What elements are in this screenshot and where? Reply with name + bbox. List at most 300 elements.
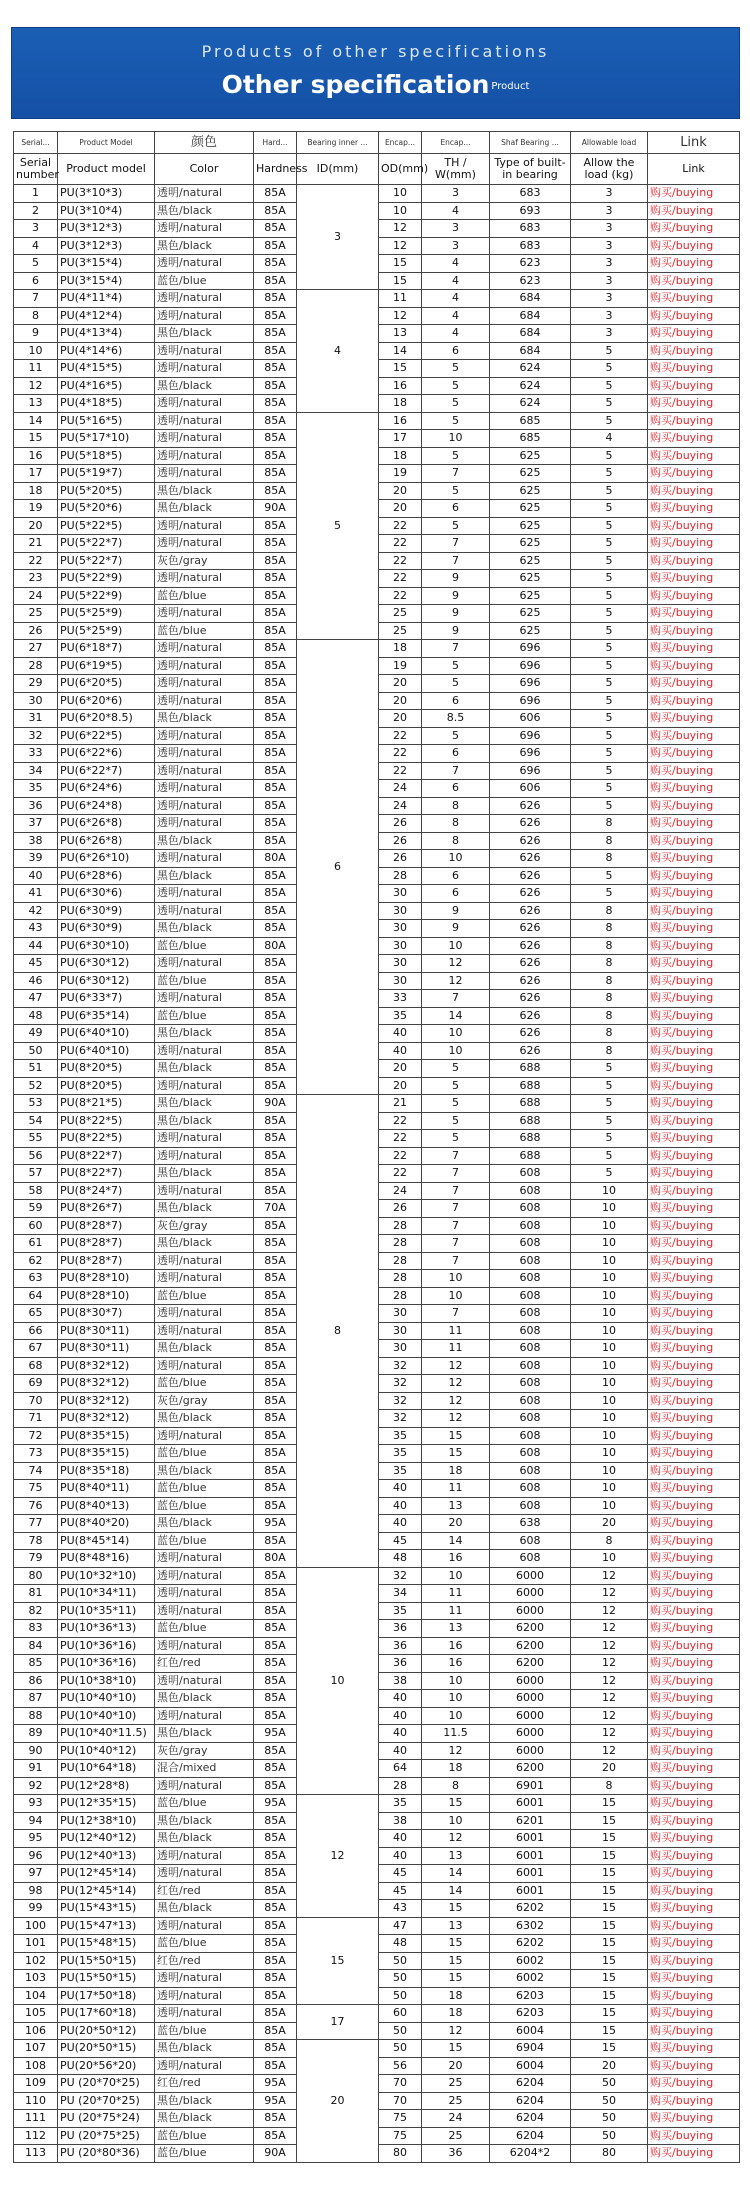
buy-link[interactable]: 购买/buying bbox=[648, 1655, 740, 1673]
serial-number-cell: 23 bbox=[14, 570, 58, 588]
product-model-cell: PU(6*30*6) bbox=[58, 885, 155, 903]
buy-link[interactable]: 购买/buying bbox=[648, 885, 740, 903]
buy-link[interactable]: 购买/buying bbox=[648, 902, 740, 920]
outer-diameter-cell: 18 bbox=[379, 640, 422, 658]
serial-number-cell: 76 bbox=[14, 1497, 58, 1515]
buy-link[interactable]: 购买/buying bbox=[648, 1865, 740, 1883]
bearing-type-cell: 696 bbox=[490, 762, 571, 780]
buy-link[interactable]: 购买/buying bbox=[648, 1742, 740, 1760]
buy-link[interactable]: 购买/buying bbox=[648, 1795, 740, 1813]
buy-link[interactable]: 购买/buying bbox=[648, 1515, 740, 1533]
product-model-cell: PU(8*28*10) bbox=[58, 1287, 155, 1305]
buy-link[interactable]: 购买/buying bbox=[648, 2040, 740, 2058]
serial-number-cell: 43 bbox=[14, 920, 58, 938]
load-cell: 5 bbox=[571, 727, 648, 745]
outer-diameter-cell: 18 bbox=[379, 447, 422, 465]
buy-link[interactable]: 购买/buying bbox=[648, 605, 740, 623]
buy-link[interactable]: 购买/buying bbox=[648, 2092, 740, 2110]
buy-link[interactable]: 购买/buying bbox=[648, 1550, 740, 1568]
buy-link[interactable]: 购买/buying bbox=[648, 220, 740, 238]
color-cell: 黑色/black bbox=[155, 2040, 254, 2058]
buy-link[interactable]: 购买/buying bbox=[648, 1095, 740, 1113]
bearing-type-cell: 6001 bbox=[490, 1830, 571, 1848]
thickness-cell: 8 bbox=[422, 1777, 490, 1795]
serial-number-cell: 50 bbox=[14, 1042, 58, 1060]
hardness-cell: 85A bbox=[254, 1480, 297, 1498]
load-cell: 5 bbox=[571, 640, 648, 658]
buy-link[interactable]: 购买/buying bbox=[648, 1130, 740, 1148]
product-model-cell: PU(8*40*11) bbox=[58, 1480, 155, 1498]
color-cell: 黑色/black bbox=[155, 1112, 254, 1130]
buy-link[interactable]: 购买/buying bbox=[648, 937, 740, 955]
serial-number-cell: 105 bbox=[14, 2005, 58, 2023]
buy-link[interactable]: 购买/buying bbox=[648, 1830, 740, 1848]
thickness-cell: 6 bbox=[422, 745, 490, 763]
load-cell: 15 bbox=[571, 1917, 648, 1935]
product-model-cell: PU(6*40*10) bbox=[58, 1025, 155, 1043]
buy-link[interactable]: 购买/buying bbox=[648, 535, 740, 553]
color-cell: 透明/natural bbox=[155, 465, 254, 483]
bearing-type-cell: 685 bbox=[490, 412, 571, 430]
serial-number-cell: 104 bbox=[14, 1987, 58, 2005]
hardness-cell: 85A bbox=[254, 552, 297, 570]
bearing-type-cell: 608 bbox=[490, 1340, 571, 1358]
color-cell: 透明/natural bbox=[155, 1252, 254, 1270]
product-model-cell: PU(8*32*12) bbox=[58, 1357, 155, 1375]
buy-link[interactable]: 购买/buying bbox=[648, 990, 740, 1008]
serial-number-cell: 100 bbox=[14, 1917, 58, 1935]
product-model-cell: PU(8*26*7) bbox=[58, 1200, 155, 1218]
hardness-cell: 85A bbox=[254, 2110, 297, 2128]
serial-number-cell: 6 bbox=[14, 272, 58, 290]
serial-number-cell: 51 bbox=[14, 1060, 58, 1078]
bearing-type-cell: 625 bbox=[490, 587, 571, 605]
product-model-cell: PU(20*50*12) bbox=[58, 2022, 155, 2040]
outer-diameter-cell: 28 bbox=[379, 867, 422, 885]
hardness-cell: 85A bbox=[254, 1987, 297, 2005]
buy-link[interactable]: 购买/buying bbox=[648, 1025, 740, 1043]
outer-diameter-cell: 28 bbox=[379, 1235, 422, 1253]
buy-link[interactable]: 购买/buying bbox=[648, 570, 740, 588]
buy-link[interactable]: 购买/buying bbox=[648, 1427, 740, 1445]
thickness-cell: 7 bbox=[422, 762, 490, 780]
color-cell: 蓝色/blue bbox=[155, 2127, 254, 2145]
bearing-type-cell: 625 bbox=[490, 482, 571, 500]
hardness-cell: 85A bbox=[254, 1147, 297, 1165]
buy-link[interactable]: 购买/buying bbox=[648, 692, 740, 710]
serial-number-cell: 89 bbox=[14, 1725, 58, 1743]
buy-link[interactable]: 购买/buying bbox=[648, 832, 740, 850]
serial-number-cell: 24 bbox=[14, 587, 58, 605]
outer-diameter-cell: 22 bbox=[379, 517, 422, 535]
outer-diameter-cell: 22 bbox=[379, 552, 422, 570]
buy-link[interactable]: 购买/buying bbox=[648, 1077, 740, 1095]
outer-diameter-cell: 50 bbox=[379, 1952, 422, 1970]
buy-link[interactable]: 购买/buying bbox=[648, 797, 740, 815]
color-cell: 透明/natural bbox=[155, 955, 254, 973]
load-cell: 80 bbox=[571, 2145, 648, 2163]
bearing-type-cell: 696 bbox=[490, 727, 571, 745]
buy-link[interactable]: 购买/buying bbox=[648, 1182, 740, 1200]
outer-diameter-cell: 28 bbox=[379, 1777, 422, 1795]
thickness-cell: 5 bbox=[422, 1130, 490, 1148]
bearing-type-cell: 608 bbox=[490, 1305, 571, 1323]
color-cell: 透明/natural bbox=[155, 1042, 254, 1060]
thickness-cell: 10 bbox=[422, 1567, 490, 1585]
serial-number-cell: 85 bbox=[14, 1655, 58, 1673]
color-cell: 透明/natural bbox=[155, 430, 254, 448]
buy-link[interactable]: 购买/buying bbox=[648, 1462, 740, 1480]
bearing-type-cell: 608 bbox=[490, 1165, 571, 1183]
buy-link[interactable]: 购买/buying bbox=[648, 1480, 740, 1498]
load-cell: 12 bbox=[571, 1690, 648, 1708]
serial-number-cell: 42 bbox=[14, 902, 58, 920]
load-cell: 20 bbox=[571, 1760, 648, 1778]
serial-number-cell: 98 bbox=[14, 1882, 58, 1900]
serial-number-cell: 21 bbox=[14, 535, 58, 553]
bearing-type-cell: 6203 bbox=[490, 2005, 571, 2023]
buy-link[interactable]: 购买/buying bbox=[648, 1340, 740, 1358]
buy-link[interactable]: 购买/buying bbox=[648, 1777, 740, 1795]
buy-link[interactable]: 购买/buying bbox=[648, 500, 740, 518]
thickness-cell: 12 bbox=[422, 1357, 490, 1375]
load-cell: 8 bbox=[571, 850, 648, 868]
header-cell: Type of built-in bearing bbox=[490, 154, 571, 185]
serial-number-cell: 95 bbox=[14, 1830, 58, 1848]
product-model-cell: PU(4*14*6) bbox=[58, 342, 155, 360]
thickness-cell: 13 bbox=[422, 1917, 490, 1935]
buy-link[interactable]: 购买/buying bbox=[648, 2075, 740, 2093]
thickness-cell: 25 bbox=[422, 2092, 490, 2110]
product-model-cell: PU(6*30*12) bbox=[58, 972, 155, 990]
hardness-cell: 85A bbox=[254, 657, 297, 675]
buy-link[interactable]: 购买/buying bbox=[648, 1725, 740, 1743]
thickness-cell: 16 bbox=[422, 1637, 490, 1655]
buy-link[interactable]: 购买/buying bbox=[648, 850, 740, 868]
buy-link[interactable]: 购买/buying bbox=[648, 675, 740, 693]
product-model-cell: PU(3*15*4) bbox=[58, 272, 155, 290]
thickness-cell: 13 bbox=[422, 1497, 490, 1515]
load-cell: 5 bbox=[571, 710, 648, 728]
outer-diameter-cell: 22 bbox=[379, 727, 422, 745]
buy-link[interactable]: 购买/buying bbox=[648, 1497, 740, 1515]
banner-title-text: Other specification bbox=[221, 70, 490, 99]
buy-link[interactable]: 购买/buying bbox=[648, 552, 740, 570]
bearing-type-cell: 626 bbox=[490, 937, 571, 955]
hardness-cell: 85A bbox=[254, 1252, 297, 1270]
serial-number-cell: 44 bbox=[14, 937, 58, 955]
outer-diameter-cell: 26 bbox=[379, 832, 422, 850]
bearing-type-cell: 6002 bbox=[490, 1970, 571, 1988]
buy-link[interactable]: 购买/buying bbox=[648, 1707, 740, 1725]
buy-link[interactable]: 购买/buying bbox=[648, 377, 740, 395]
buy-link[interactable]: 购买/buying bbox=[648, 1970, 740, 1988]
color-cell: 蓝色/blue bbox=[155, 1795, 254, 1813]
bearing-type-cell: 638 bbox=[490, 1515, 571, 1533]
buy-link[interactable]: 购买/buying bbox=[648, 360, 740, 378]
serial-number-cell: 16 bbox=[14, 447, 58, 465]
load-cell: 3 bbox=[571, 237, 648, 255]
serial-number-cell: 52 bbox=[14, 1077, 58, 1095]
buy-link[interactable]: 购买/buying bbox=[648, 1952, 740, 1970]
product-model-cell: PU(8*30*11) bbox=[58, 1322, 155, 1340]
buy-link[interactable]: 购买/buying bbox=[648, 255, 740, 273]
buy-link[interactable]: 购买/buying bbox=[648, 290, 740, 308]
buy-link[interactable]: 购买/buying bbox=[648, 482, 740, 500]
buy-link[interactable]: 购买/buying bbox=[648, 1252, 740, 1270]
serial-number-cell: 29 bbox=[14, 675, 58, 693]
buy-link[interactable]: 购买/buying bbox=[648, 1235, 740, 1253]
serial-number-cell: 65 bbox=[14, 1305, 58, 1323]
hardness-cell: 85A bbox=[254, 1812, 297, 1830]
hardness-cell: 85A bbox=[254, 1970, 297, 1988]
buy-link[interactable]: 购买/buying bbox=[648, 727, 740, 745]
buy-link[interactable]: 购买/buying bbox=[648, 1690, 740, 1708]
load-cell: 20 bbox=[571, 1515, 648, 1533]
bearing-type-cell: 6001 bbox=[490, 1847, 571, 1865]
bearing-type-cell: 6204 bbox=[490, 2075, 571, 2093]
serial-number-cell: 28 bbox=[14, 657, 58, 675]
bearing-type-cell: 626 bbox=[490, 902, 571, 920]
thickness-cell: 6 bbox=[422, 500, 490, 518]
serial-number-cell: 2 bbox=[14, 202, 58, 220]
buy-link[interactable]: 购买/buying bbox=[648, 1917, 740, 1935]
bearing-type-cell: 6004 bbox=[490, 2022, 571, 2040]
buy-link[interactable]: 购买/buying bbox=[648, 1602, 740, 1620]
buy-link[interactable]: 购买/buying bbox=[648, 762, 740, 780]
buy-link[interactable]: 购买/buying bbox=[648, 1147, 740, 1165]
color-cell: 透明/natural bbox=[155, 1847, 254, 1865]
serial-number-cell: 57 bbox=[14, 1165, 58, 1183]
outer-diameter-cell: 30 bbox=[379, 1305, 422, 1323]
product-model-cell: PU(15*47*13) bbox=[58, 1917, 155, 1935]
buy-link[interactable]: 购买/buying bbox=[648, 657, 740, 675]
serial-number-cell: 17 bbox=[14, 465, 58, 483]
buy-link[interactable]: 购买/buying bbox=[648, 1060, 740, 1078]
outer-diameter-cell: 32 bbox=[379, 1392, 422, 1410]
load-cell: 5 bbox=[571, 465, 648, 483]
buy-link[interactable]: 购买/buying bbox=[648, 1217, 740, 1235]
hardness-cell: 85A bbox=[254, 360, 297, 378]
buy-link[interactable]: 购买/buying bbox=[648, 2005, 740, 2023]
bearing-type-cell: 696 bbox=[490, 692, 571, 710]
color-cell: 黑色/black bbox=[155, 325, 254, 343]
buy-link[interactable]: 购买/buying bbox=[648, 1112, 740, 1130]
buy-link[interactable]: 购买/buying bbox=[648, 2127, 740, 2145]
outer-diameter-cell: 19 bbox=[379, 465, 422, 483]
load-cell: 5 bbox=[571, 692, 648, 710]
buy-link[interactable]: 购买/buying bbox=[648, 342, 740, 360]
product-model-cell: PU(10*38*10) bbox=[58, 1672, 155, 1690]
hardness-cell: 85A bbox=[254, 1917, 297, 1935]
thickness-cell: 18 bbox=[422, 1987, 490, 2005]
banner-title-tag: Product bbox=[491, 80, 530, 92]
buy-link[interactable]: 购买/buying bbox=[648, 587, 740, 605]
outer-diameter-cell: 28 bbox=[379, 1270, 422, 1288]
outer-diameter-cell: 30 bbox=[379, 920, 422, 938]
product-model-cell: PU (20*70*25) bbox=[58, 2092, 155, 2110]
buy-link[interactable]: 购买/buying bbox=[648, 1392, 740, 1410]
load-cell: 10 bbox=[571, 1217, 648, 1235]
bearing-type-cell: 6202 bbox=[490, 1900, 571, 1918]
buy-link[interactable]: 购买/buying bbox=[648, 237, 740, 255]
buy-link[interactable]: 购买/buying bbox=[648, 1305, 740, 1323]
product-model-cell: PU(8*40*20) bbox=[58, 1515, 155, 1533]
load-cell: 3 bbox=[571, 272, 648, 290]
buy-link[interactable]: 购买/buying bbox=[648, 1410, 740, 1428]
buy-link[interactable]: 购买/buying bbox=[648, 1847, 740, 1865]
buy-link[interactable]: 购买/buying bbox=[648, 202, 740, 220]
outer-diameter-cell: 26 bbox=[379, 1200, 422, 1218]
buy-link[interactable]: 购买/buying bbox=[648, 1375, 740, 1393]
thickness-cell: 13 bbox=[422, 1620, 490, 1638]
buy-link[interactable]: 购买/buying bbox=[648, 1672, 740, 1690]
serial-number-cell: 92 bbox=[14, 1777, 58, 1795]
load-cell: 5 bbox=[571, 1060, 648, 1078]
buy-link[interactable]: 购买/buying bbox=[648, 1900, 740, 1918]
buy-link[interactable]: 购买/buying bbox=[648, 710, 740, 728]
load-cell: 12 bbox=[571, 1707, 648, 1725]
buy-link[interactable]: 购买/buying bbox=[648, 517, 740, 535]
bearing-type-cell: 608 bbox=[490, 1322, 571, 1340]
load-cell: 12 bbox=[571, 1637, 648, 1655]
load-cell: 5 bbox=[571, 395, 648, 413]
outer-diameter-cell: 30 bbox=[379, 1340, 422, 1358]
product-model-cell: PU(10*40*10) bbox=[58, 1690, 155, 1708]
buy-link[interactable]: 购买/buying bbox=[648, 920, 740, 938]
buy-link[interactable]: 购买/buying bbox=[648, 1567, 740, 1585]
buy-link[interactable]: 购买/buying bbox=[648, 1270, 740, 1288]
header-cell: Hardness bbox=[254, 154, 297, 185]
color-cell: 透明/natural bbox=[155, 1305, 254, 1323]
header-cell: ID(mm) bbox=[297, 154, 379, 185]
color-cell: 透明/natural bbox=[155, 1427, 254, 1445]
product-model-cell: PU(4*13*4) bbox=[58, 325, 155, 343]
hardness-cell: 85A bbox=[254, 465, 297, 483]
outer-diameter-cell: 30 bbox=[379, 1322, 422, 1340]
buy-link[interactable]: 购买/buying bbox=[648, 745, 740, 763]
buy-link[interactable]: 购买/buying bbox=[648, 2110, 740, 2128]
buy-link[interactable]: 购买/buying bbox=[648, 1935, 740, 1953]
buy-link[interactable]: 购买/buying bbox=[648, 1760, 740, 1778]
buy-link[interactable]: 购买/buying bbox=[648, 780, 740, 798]
buy-link[interactable]: 购买/buying bbox=[648, 325, 740, 343]
buy-link[interactable]: 购买/buying bbox=[648, 1007, 740, 1025]
outer-diameter-cell: 22 bbox=[379, 762, 422, 780]
serial-number-cell: 63 bbox=[14, 1270, 58, 1288]
buy-link[interactable]: 购买/buying bbox=[648, 2057, 740, 2075]
buy-link[interactable]: 购买/buying bbox=[648, 412, 740, 430]
load-cell: 10 bbox=[571, 1235, 648, 1253]
thickness-cell: 14 bbox=[422, 1007, 490, 1025]
outer-diameter-cell: 40 bbox=[379, 1480, 422, 1498]
thickness-cell: 4 bbox=[422, 290, 490, 308]
buy-link[interactable]: 购买/buying bbox=[648, 430, 740, 448]
load-cell: 10 bbox=[571, 1445, 648, 1463]
buy-link[interactable]: 购买/buying bbox=[648, 1987, 740, 2005]
hardness-cell: 85A bbox=[254, 1935, 297, 1953]
buy-link[interactable]: 购买/buying bbox=[648, 1287, 740, 1305]
product-model-cell: PU(8*28*7) bbox=[58, 1252, 155, 1270]
buy-link[interactable]: 购买/buying bbox=[648, 447, 740, 465]
buy-link[interactable]: 购买/buying bbox=[648, 1357, 740, 1375]
thickness-cell: 7 bbox=[422, 552, 490, 570]
buy-link[interactable]: 购买/buying bbox=[648, 955, 740, 973]
buy-link[interactable]: 购买/buying bbox=[648, 1812, 740, 1830]
bearing-type-cell: 6000 bbox=[490, 1567, 571, 1585]
bearing-type-cell: 6200 bbox=[490, 1620, 571, 1638]
serial-number-cell: 72 bbox=[14, 1427, 58, 1445]
buy-link[interactable]: 购买/buying bbox=[648, 1322, 740, 1340]
buy-link[interactable]: 购买/buying bbox=[648, 1532, 740, 1550]
load-cell: 20 bbox=[571, 2057, 648, 2075]
buy-link[interactable]: 购买/buying bbox=[648, 1445, 740, 1463]
bearing-type-cell: 6204 bbox=[490, 2110, 571, 2128]
hardness-cell: 85A bbox=[254, 797, 297, 815]
buy-link[interactable]: 购买/buying bbox=[648, 465, 740, 483]
buy-link[interactable]: 购买/buying bbox=[648, 1620, 740, 1638]
bearing-type-cell: 683 bbox=[490, 220, 571, 238]
color-cell: 透明/natural bbox=[155, 342, 254, 360]
buy-link[interactable]: 购买/buying bbox=[648, 1200, 740, 1218]
buy-link[interactable]: 购买/buying bbox=[648, 640, 740, 658]
buy-link[interactable]: 购买/buying bbox=[648, 2022, 740, 2040]
bearing-type-cell: 6000 bbox=[490, 1707, 571, 1725]
load-cell: 5 bbox=[571, 745, 648, 763]
hardness-cell: 95A bbox=[254, 1515, 297, 1533]
load-cell: 8 bbox=[571, 815, 648, 833]
load-cell: 10 bbox=[571, 1252, 648, 1270]
buy-link[interactable]: 购买/buying bbox=[648, 2145, 740, 2163]
buy-link[interactable]: 购买/buying bbox=[648, 622, 740, 640]
product-model-cell: PU(6*20*5) bbox=[58, 675, 155, 693]
bearing-type-cell: 6000 bbox=[490, 1690, 571, 1708]
buy-link[interactable]: 购买/buying bbox=[648, 272, 740, 290]
buy-link[interactable]: 购买/buying bbox=[648, 1637, 740, 1655]
bearing-type-cell: 626 bbox=[490, 797, 571, 815]
buy-link[interactable]: 购买/buying bbox=[648, 395, 740, 413]
buy-link[interactable]: 购买/buying bbox=[648, 1042, 740, 1060]
outer-diameter-cell: 48 bbox=[379, 1550, 422, 1568]
buy-link[interactable]: 购买/buying bbox=[648, 815, 740, 833]
bearing-type-cell: 608 bbox=[490, 1235, 571, 1253]
buy-link[interactable]: 购买/buying bbox=[648, 972, 740, 990]
load-cell: 10 bbox=[571, 1340, 648, 1358]
outer-diameter-cell: 40 bbox=[379, 1690, 422, 1708]
buy-link[interactable]: 购买/buying bbox=[648, 307, 740, 325]
hardness-cell: 80A bbox=[254, 1550, 297, 1568]
hardness-cell: 85A bbox=[254, 1007, 297, 1025]
serial-number-cell: 27 bbox=[14, 640, 58, 658]
buy-link[interactable]: 购买/buying bbox=[648, 1165, 740, 1183]
outer-diameter-cell: 12 bbox=[379, 237, 422, 255]
product-model-cell: PU(17*60*18) bbox=[58, 2005, 155, 2023]
hardness-cell: 85A bbox=[254, 867, 297, 885]
buy-link[interactable]: 购买/buying bbox=[648, 867, 740, 885]
table-row bbox=[14, 1567, 740, 1585]
load-cell: 15 bbox=[571, 2022, 648, 2040]
buy-link[interactable]: 购买/buying bbox=[648, 185, 740, 203]
product-model-cell: PU(5*18*5) bbox=[58, 447, 155, 465]
bearing-type-cell: 6001 bbox=[490, 1795, 571, 1813]
header-cell: Product model bbox=[58, 154, 155, 185]
outer-diameter-cell: 35 bbox=[379, 1602, 422, 1620]
serial-number-cell: 59 bbox=[14, 1200, 58, 1218]
buy-link[interactable]: 购买/buying bbox=[648, 1882, 740, 1900]
buy-link[interactable]: 购买/buying bbox=[648, 1585, 740, 1603]
color-cell: 灰色/gray bbox=[155, 1217, 254, 1235]
hardness-cell: 85A bbox=[254, 430, 297, 448]
